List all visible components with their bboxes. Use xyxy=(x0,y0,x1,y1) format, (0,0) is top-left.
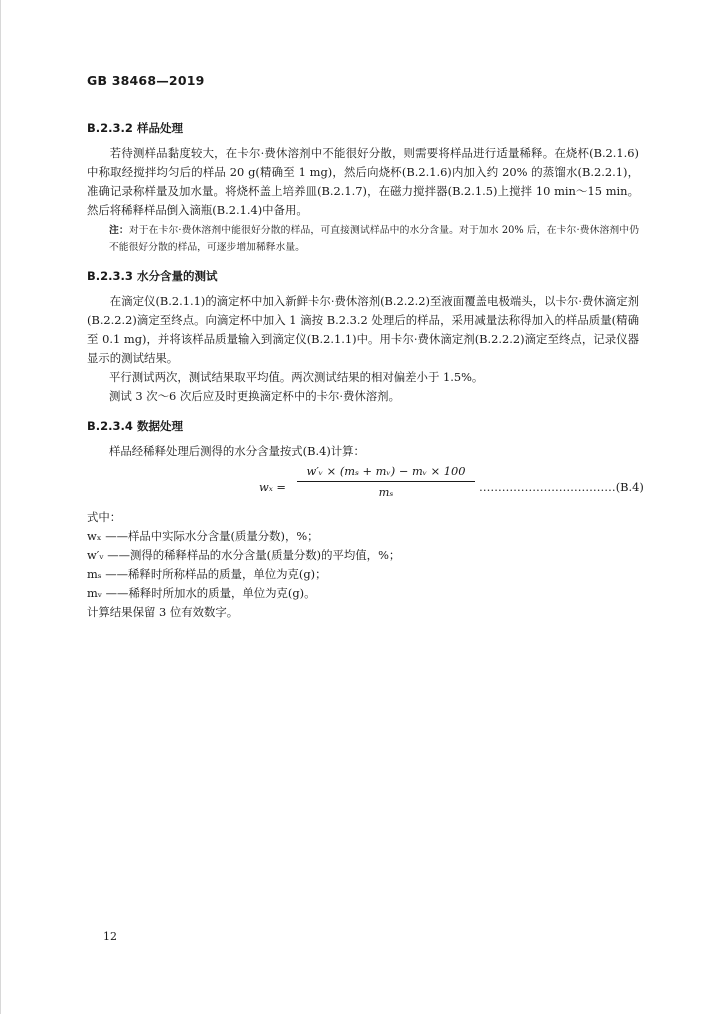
paragraph-replace-solvent: 测试 3 次～6 次后应及时更换滴定杯中的卡尔·费休溶剂。 xyxy=(109,389,400,403)
paragraph-sample-treatment: 若待测样品黏度较大，在卡尔·费休溶剂中不能很好分散，则需要将样品进行适量稀释。在烧杯(B.2.1.6)中称取经搅拌均匀后的样品 20 g(精确至 1 mg)，然后向烧杯(B.2.1.6)内加入约 20% 的蒸馏水(B.2.2.1)，准确记录称样量及加水量。将烧杯盖上培养皿(B.2.1.7)，在磁力搅拌器(B.2.1.5)上搅拌 10 min～15 min。然后将稀释样品倒入滴瓶(B.2.1.4)中备用。 xyxy=(87,146,639,217)
paragraph-parallel-test: 平行测试两次，测试结果取平均值。两次测试结果的相对偏差小于 1.5%。 xyxy=(109,370,484,384)
section-heading-b234 xyxy=(87,418,183,434)
formula-intro: 样品经稀释处理后测得的水分含量按式(B.4)计算： xyxy=(109,444,365,458)
standard-code: GB 38468—2019 xyxy=(87,73,205,88)
symbol-definition: mᵥ ——稀释时所加水的质量，单位为克(g)。 xyxy=(87,586,316,600)
equation-number: ………………………………(B.4) xyxy=(479,480,644,494)
section-title: 数据处理 xyxy=(137,419,183,433)
symbol-definition: wₓ ——样品中实际水分含量(质量分数)，%； xyxy=(87,529,319,543)
formula-fraction xyxy=(297,464,475,499)
section-number: B.2.3.3 xyxy=(87,269,133,283)
formula-lhs: wₓ = xyxy=(259,480,286,494)
note-label: 注： xyxy=(109,225,129,236)
section-number: B.2.3.4 xyxy=(87,419,133,433)
section-heading-b232 xyxy=(87,120,183,136)
formula-numerator: w′ᵥ × (mₛ + mᵥ) − mᵥ × 100 xyxy=(306,464,466,478)
symbol-definition: w′ᵥ ——测得的稀释样品的水分含量(质量分数)的平均值，%； xyxy=(87,548,401,562)
section-title: 水分含量的测试 xyxy=(137,269,218,283)
page-number: 12 xyxy=(103,930,117,943)
paragraph-water-test: 在滴定仪(B.2.1.1)的滴定杯中加入新鲜卡尔·费休溶剂(B.2.2.2)至液面覆盖电极端头，以卡尔·费休滴定剂(B.2.2.2)滴定至终点。向滴定杯中加入 1 滴按 B.2.3.2 处理后的样品，采用减量法称得加入的样品质量(精确至 0.1 mg)，并将该样品质量输入到滴定仪(B.2.1.1)中。用卡尔·费休滴定剂(B.2.2.2)滴定至终点，记录仪器显示的测试结果。 xyxy=(87,294,639,365)
where-label: 式中： xyxy=(87,510,122,524)
note xyxy=(109,222,639,256)
section-number: B.2.3.2 xyxy=(87,121,133,135)
formula-denominator: mₛ xyxy=(378,485,394,499)
result-precision-note: 计算结果保留 3 位有效数字。 xyxy=(87,605,239,619)
note-text: 对于在卡尔·费休溶剂中能很好分散的样品，可直接测试样品中的水分含量。对于加水 20% 后，在卡尔·费休溶剂中仍不能很好分散的样品，可逐步增加稀释水量。 xyxy=(109,225,640,253)
section-heading-b233 xyxy=(87,268,218,284)
symbol-definition: mₛ ——稀释时所称样品的质量，单位为克(g)； xyxy=(87,567,327,581)
section-title: 样品处理 xyxy=(137,121,183,135)
